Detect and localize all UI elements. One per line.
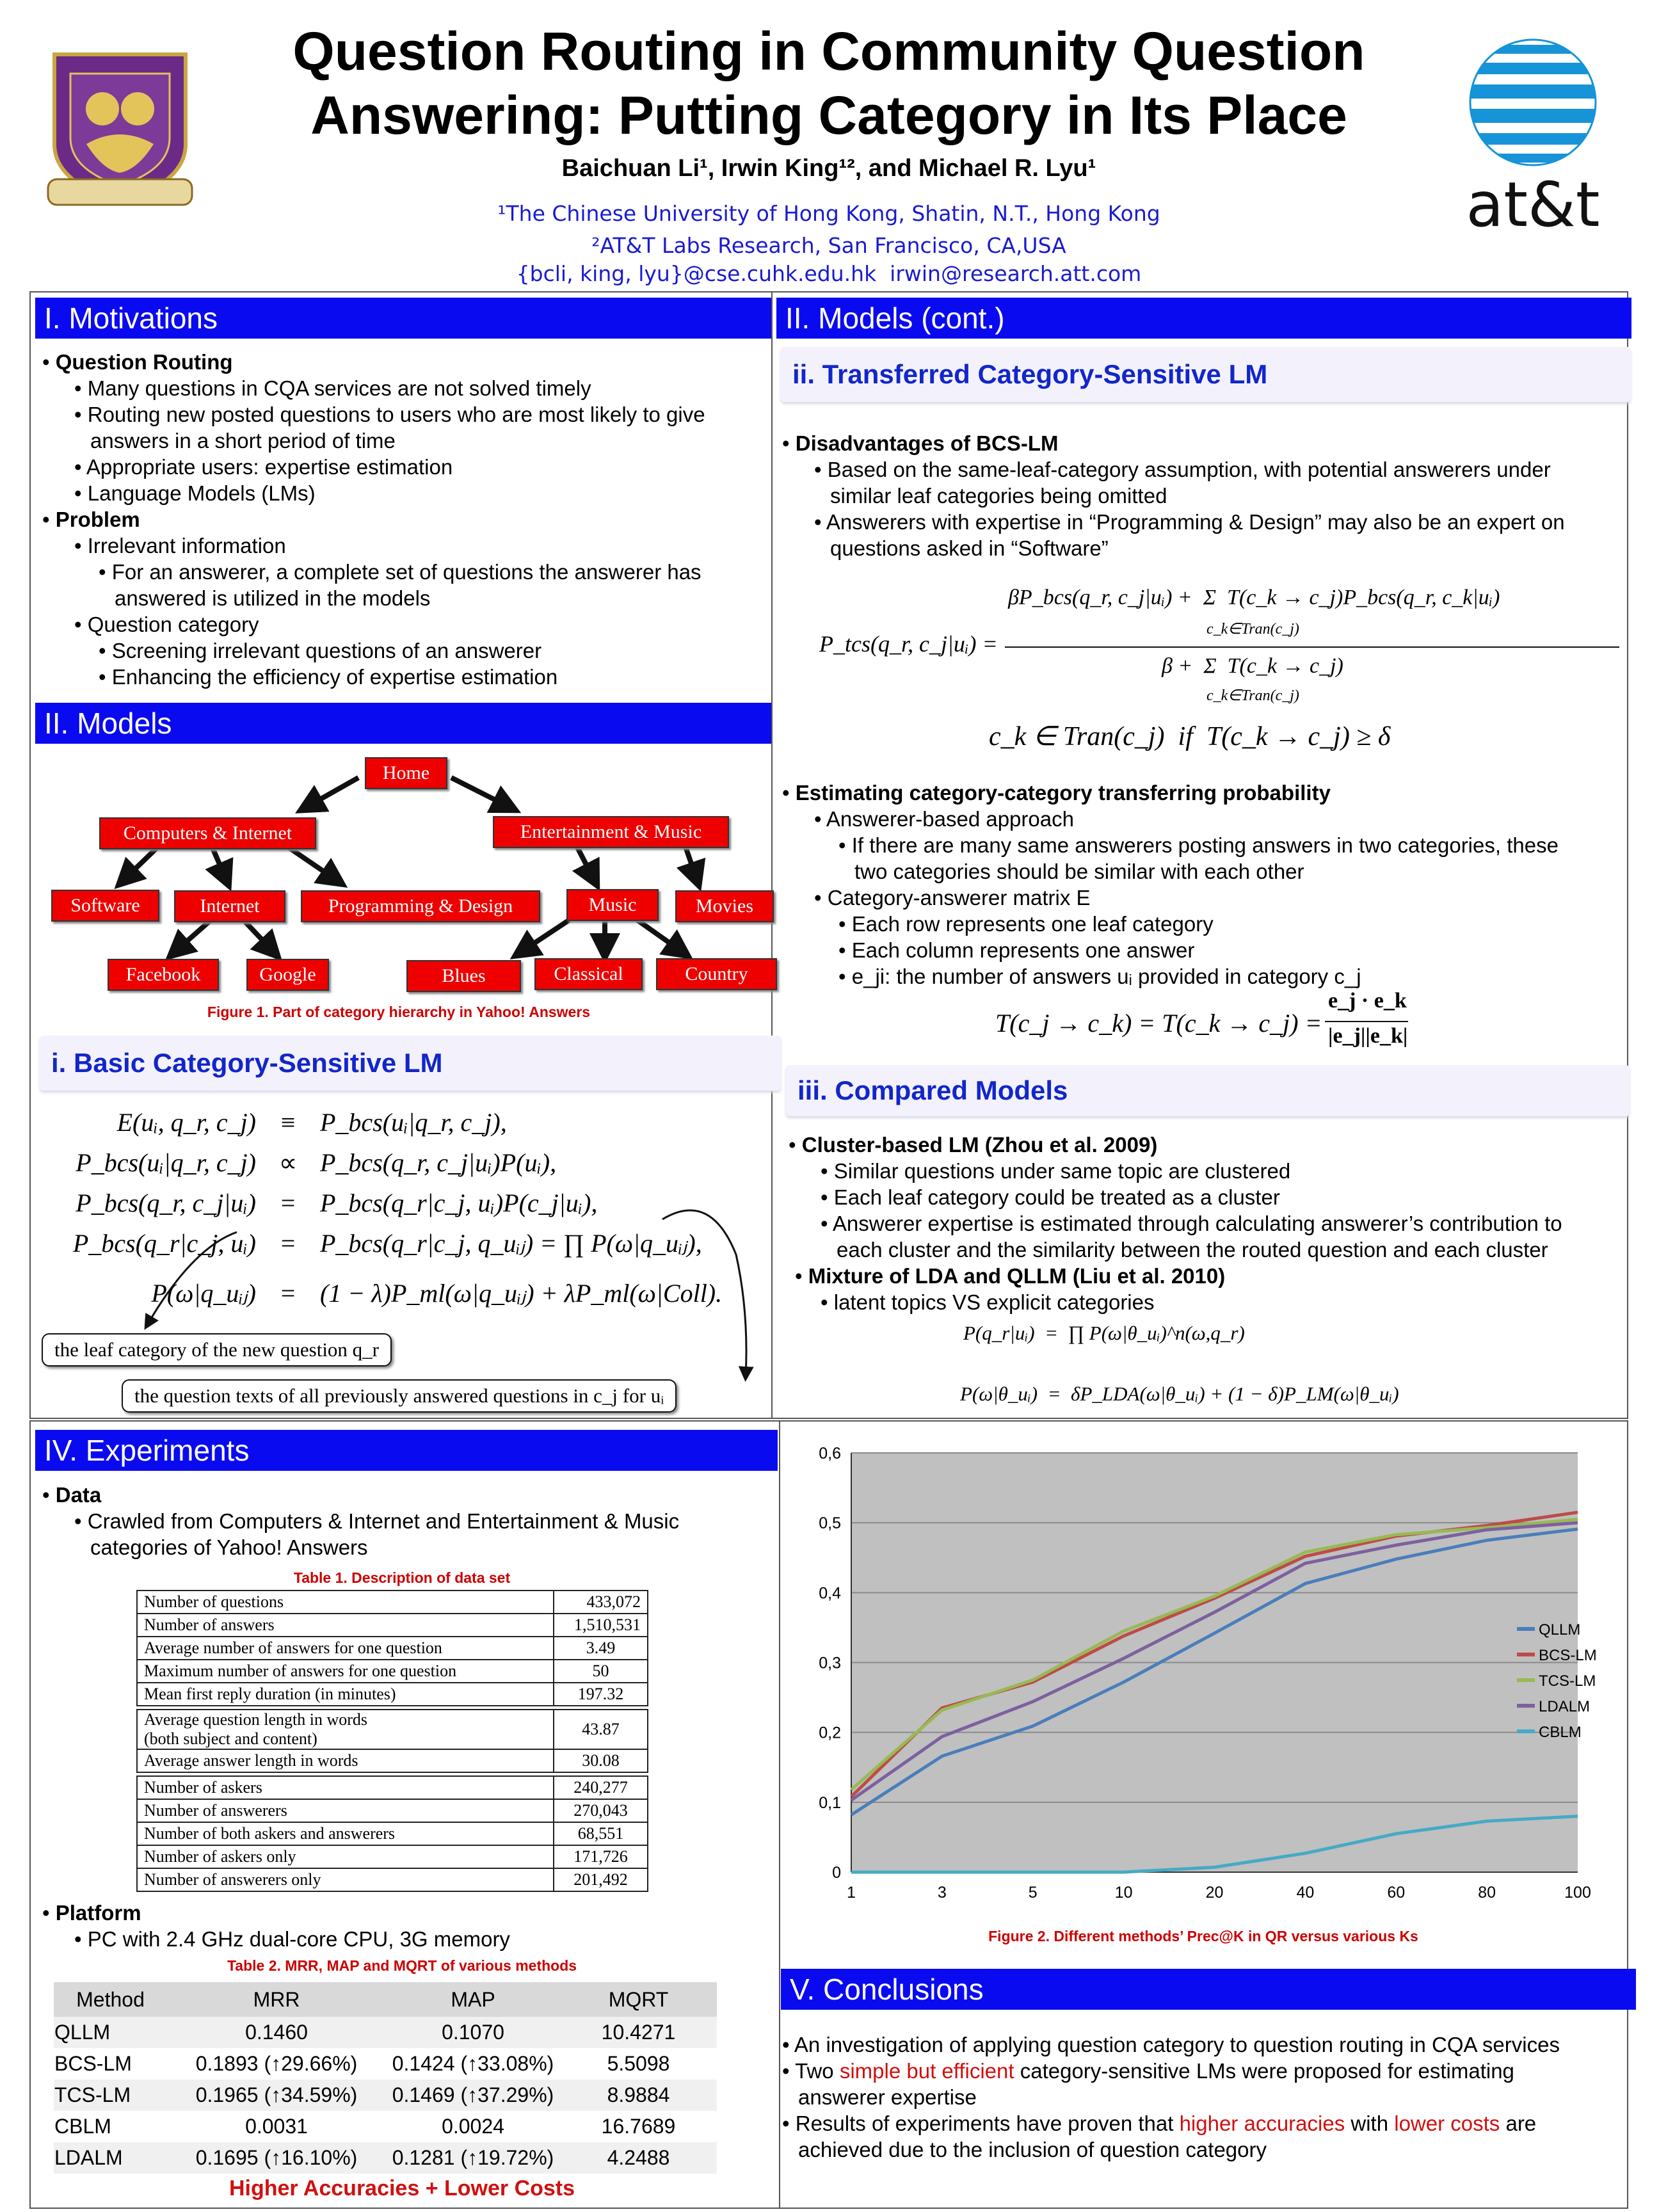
transfer-line: two categories should be similar with each other xyxy=(854,860,1304,883)
legend-label: QLLM xyxy=(1539,1621,1581,1639)
eq-lhs: P_bcs(q_r|c_j, uᵢ) xyxy=(72,1229,256,1258)
table-row xyxy=(54,2111,717,2142)
table-cell: 50 xyxy=(554,1660,648,1683)
eq-rhs: P_bcs(q_r, c_j|uᵢ)P(uᵢ), xyxy=(320,1148,557,1177)
table-row xyxy=(54,2080,717,2111)
motivation-line: Language Models (LMs) xyxy=(87,481,316,505)
table-cell: 16.7689 xyxy=(601,2115,676,2138)
table-cell: 5.5098 xyxy=(607,2052,670,2075)
motivation-line: Enhancing the efficiency of expertise estimation xyxy=(111,665,558,689)
table-1-caption: Table 1. Description of data set xyxy=(293,1569,511,1586)
table-row xyxy=(137,1614,648,1637)
transfer-line: Category-answerer matrix E xyxy=(827,886,1091,910)
data-label: Data xyxy=(55,1483,102,1507)
motivation-line: Problem xyxy=(55,508,140,531)
table-cell: 197.32 xyxy=(554,1683,648,1706)
bottom-column-divider xyxy=(779,1420,780,2209)
table-row xyxy=(137,1591,648,1614)
conclusion-highlight: higher accuracies xyxy=(1179,2112,1345,2135)
tree-node-music: Music xyxy=(566,889,659,921)
tcs-eq-sub-1: c_k∈Tran(c_j) xyxy=(1206,621,1299,637)
conclusion-text: Results of experiments have proven that xyxy=(795,2112,1180,2135)
prec-at-k-line-chart xyxy=(784,1424,1623,1911)
eq-lhs: E(uᵢ, q_r, c_j) xyxy=(116,1108,256,1137)
transfer-eq-den: |e_j||e_k| xyxy=(1328,1024,1408,1048)
x-tick-label: 60 xyxy=(1387,1884,1406,1902)
affiliation-2: ²AT&T Labs Research, San Francisco, CA,USA xyxy=(591,233,1066,258)
x-tick-label: 5 xyxy=(1028,1884,1038,1902)
eq-rhs: (1 − λ)P_ml(ω|q_uᵢⱼ) + λP_ml(ω|Coll). xyxy=(320,1279,723,1308)
x-tick-label: 10 xyxy=(1114,1884,1133,1902)
eq-op: = xyxy=(280,1229,296,1258)
transfer-eq-num: e_j · e_k xyxy=(1328,989,1407,1013)
tcs-line: similar leaf categories being omitted xyxy=(830,484,1167,508)
table-cell: 0.1460 xyxy=(167,2017,386,2048)
eq-op: ∝ xyxy=(278,1148,298,1177)
table-cell: Mean first reply duration (in minutes) xyxy=(137,1683,554,1706)
transfer-line: Estimating category-category transferring probability xyxy=(795,781,1331,805)
table-header-row xyxy=(54,1982,717,2017)
tcs-eq-lhs: P_tcs(q_r, c_j|uᵢ) = xyxy=(819,631,998,657)
compared-line: latent topics VS explicit categories xyxy=(833,1290,1155,1314)
compared-list: • Cluster-based LM (Zhou et al. 2009) • Similar questions under same topic are clustered • Each leaf category could be treated as a cluster • Answerer expertise is estimated through calculating answerer’s contribution to each cluster and the similarity between the routed question and each cluster • Mixture of LDA and QLLM (Liu et al. 2010) • latent topics VS explicit categories xyxy=(789,1133,1562,1314)
conclusion-text: category-sensitive LMs were proposed for estimating xyxy=(1014,2059,1514,2083)
att-globe-icon xyxy=(1453,38,1613,166)
conclusion-highlight: simple but efficient xyxy=(839,2059,1014,2083)
transfer-line: e_ji: the number of answers uᵢ provided in category c_j xyxy=(851,965,1361,988)
table-row xyxy=(137,1683,648,1706)
table-row xyxy=(137,1637,648,1660)
table-cell: 4.2488 xyxy=(560,2142,717,2174)
motivation-line: For an answerer, a complete set of questions the answerer has xyxy=(111,560,701,584)
tcs-eq-numerator: βP_bcs(q_r, c_j|uᵢ) + Σ T(c_k → c_j)P_bcs(q_r, c_k|uᵢ) xyxy=(1008,586,1500,609)
table-cell: 8.9884 xyxy=(560,2080,717,2111)
x-tick-label: 40 xyxy=(1296,1884,1315,1902)
compared-eq-2: P(ω|θ_uᵢ) = δP_LDA(ω|θ_uᵢ) + (1 − δ)P_LM(ω|θ_uᵢ) xyxy=(960,1382,1399,1405)
table-cell: Average number of answers for one question xyxy=(137,1637,554,1660)
experiments-header: IV. Experiments xyxy=(35,1430,778,1471)
x-tick-label: 100 xyxy=(1564,1884,1591,1902)
tree-node-internet: Internet xyxy=(174,890,285,922)
conclusions-header: V. Conclusions xyxy=(781,1969,1636,2010)
compared-line: Cluster-based LM (Zhou et al. 2009) xyxy=(801,1133,1158,1157)
table-row xyxy=(137,1749,648,1772)
x-tick-label: 3 xyxy=(937,1884,947,1902)
table-row xyxy=(54,2142,717,2174)
tcs-equation xyxy=(813,576,1619,710)
table-cell: 0.1695 (↑16.10%) xyxy=(167,2142,386,2174)
legend-label: TCS-LM xyxy=(1539,1672,1596,1690)
y-tick-label: 0,4 xyxy=(819,1584,841,1603)
conclusion-text: achieved due to the inclusion of question category xyxy=(798,2138,1267,2161)
table-cell: CBLM xyxy=(54,2115,111,2138)
motivation-line: Many questions in CQA services are not solved timely xyxy=(87,376,591,400)
tree-node-country: Country xyxy=(656,958,777,990)
tree-node-software: Software xyxy=(51,890,159,922)
figure-1-caption: Figure 1. Part of category hierarchy in Yahoo! Answers xyxy=(207,1004,591,1020)
tcs-line: Answerers with expertise in “Programming & Design” may also be an expert on xyxy=(826,510,1565,534)
eq-op: = xyxy=(280,1279,296,1308)
emails: {bcli, king, lyu}@cse.cuhk.edu.hk irwin@research.att.com xyxy=(516,261,1142,286)
tcs-eq-sub-2: c_k∈Tran(c_j) xyxy=(1206,687,1299,704)
table-row xyxy=(137,1710,648,1749)
table-row xyxy=(137,1776,648,1799)
motivation-line: answered is utilized in the models xyxy=(115,586,431,610)
authors: Baichuan Li¹, Irwin King¹², and Michael R. Lyu¹ xyxy=(561,155,1096,182)
tcs-line: Disadvantages of BCS-LM xyxy=(795,431,1059,455)
table-cell: Number of both askers and answerers xyxy=(137,1822,554,1845)
eq-op: = xyxy=(280,1189,296,1217)
y-tick-label: 0,3 xyxy=(819,1654,841,1672)
tree-node-classical: Classical xyxy=(534,958,643,990)
table-cell: 0.1424 (↑33.08%) xyxy=(392,2052,554,2075)
motivation-line: Screening irrelevant questions of an answerer xyxy=(111,639,542,662)
transfer-line: Each row represents one leaf category xyxy=(851,912,1214,936)
table-cell: Number of questions xyxy=(137,1591,554,1614)
conclusion-text: are xyxy=(1500,2112,1537,2135)
conclusion-text: answerer expertise xyxy=(798,2085,977,2109)
platform-label: Platform xyxy=(55,1901,141,1925)
table-cell: Number of answers xyxy=(137,1614,554,1637)
conclusion-text: with xyxy=(1345,2112,1395,2135)
table-cell: 240,277 xyxy=(554,1776,648,1799)
table-2 xyxy=(54,1982,717,2174)
transfer-fraction-bar xyxy=(1325,1021,1408,1022)
table-cell: 433,072 xyxy=(554,1591,648,1614)
transfer-eq-lhs: T(c_j → c_k) = T(c_k → c_j) = xyxy=(995,1009,1322,1038)
table-cell: Maximum number of answers for one question xyxy=(137,1660,554,1683)
table-1 xyxy=(136,1590,648,1892)
eq-op: ≡ xyxy=(280,1108,296,1137)
table-cell: Average question length in words (both subject and content) xyxy=(137,1710,554,1749)
compared-line: Similar questions under same topic are clustered xyxy=(833,1159,1291,1183)
table-cell: 0.1469 (↑37.29%) xyxy=(386,2080,560,2111)
table-row xyxy=(54,2017,717,2048)
callout-arrows xyxy=(0,0,774,1408)
table-cell: 43.87 xyxy=(554,1710,648,1749)
motivation-line: answers in a short period of time xyxy=(90,429,396,453)
callout-question-texts: the question texts of all previously answered questions in c_j for uᵢ xyxy=(122,1379,677,1413)
table-cell: BCS-LM xyxy=(54,2052,132,2075)
motivation-line: Question category xyxy=(87,613,259,636)
table-cell: 1,510,531 xyxy=(554,1614,648,1637)
table-cell: 0.1893 (↑29.66%) xyxy=(195,2052,358,2075)
table-header: Method xyxy=(54,1982,167,2017)
table-1-group-2 xyxy=(136,1709,648,1773)
motivations-list: • Question Routing • Many questions in CQA services are not solved timely • Routing new posted questions to users who are most likely to give answers in a short period of time • Appropriate users: expertise estimation • Language Models (LMs) • Problem • Irrelevant information • For an answerer, a complete set of questions the answerer has answered is utilized in the models • Question category • Screening irrelevant questions of an answerer • Enhancing the efficiency of expertise estimation xyxy=(42,350,705,689)
tree-node-facebook: Facebook xyxy=(108,959,219,991)
x-tick-label: 20 xyxy=(1205,1884,1224,1902)
y-tick-label: 0,1 xyxy=(819,1793,841,1812)
eq-rhs: P_bcs(q_r|c_j, q_uᵢⱼ) = ∏ P(ω|q_uᵢⱼ), xyxy=(320,1229,702,1258)
table-cell: 10.4271 xyxy=(560,2017,717,2048)
table-header: MQRT xyxy=(560,1982,717,2017)
motivations-header: I. Motivations xyxy=(35,298,771,339)
y-tick-label: 0,5 xyxy=(819,1514,841,1533)
table-cell: 0.0031 xyxy=(245,2115,308,2138)
table-cell: 201,492 xyxy=(554,1868,648,1891)
figure-2-caption: Figure 2. Different methods’ Prec@K in QR versus various Ks xyxy=(988,1928,1418,1944)
table-cell: 0.0024 xyxy=(442,2115,504,2138)
table-row xyxy=(137,1799,648,1822)
compared-line: Answerer expertise is estimated through calculating answerer’s contribution to xyxy=(832,1212,1562,1235)
x-tick-label: 1 xyxy=(847,1884,856,1902)
compared-eq-1: P(q_r|uᵢ) = ∏ P(ω|θ_uᵢ)^n(ω,q_r) xyxy=(963,1322,1245,1344)
table-cell: LDALM xyxy=(54,2142,167,2174)
tcs-fraction-bar xyxy=(1005,646,1619,648)
y-tick-label: 0,2 xyxy=(819,1724,841,1742)
table-cell: 68,551 xyxy=(554,1822,648,1845)
table-row xyxy=(137,1822,648,1845)
table-cell: 171,726 xyxy=(554,1845,648,1868)
eq-lhs: P_bcs(uᵢ|q_r, c_j) xyxy=(76,1148,256,1177)
tree-node-programming-design: Programming & Design xyxy=(301,890,540,922)
data-line-2: categories of Yahoo! Answers xyxy=(90,1535,368,1559)
transfer-line: Answerer-based approach xyxy=(826,807,1074,831)
tree-node-computers-internet: Computers & Internet xyxy=(99,817,316,849)
table-cell: 0.1070 xyxy=(386,2017,560,2048)
table-cell: Number of answerers only xyxy=(137,1868,554,1891)
table-cell: 30.08 xyxy=(554,1749,648,1772)
att-wordmark: at&t xyxy=(1466,169,1600,241)
title-line-2: Answering: Putting Category in Its Place xyxy=(310,85,1347,145)
tree-node-google: Google xyxy=(246,959,329,991)
table-row xyxy=(137,1660,648,1683)
tree-node-home: Home xyxy=(365,757,447,789)
table-cell: Number of askers xyxy=(137,1776,554,1799)
motivation-line: Irrelevant information xyxy=(87,534,286,557)
table-cell: Average answer length in words xyxy=(137,1749,554,1772)
tcs-line: questions asked in “Software” xyxy=(830,536,1109,560)
conclusion-highlight: lower costs xyxy=(1394,2112,1500,2135)
table-header: MAP xyxy=(386,1982,560,2017)
table-cell: Number of askers only xyxy=(137,1845,554,1868)
tcs-lm-header: ii. Transferred Category-Sensitive LM xyxy=(781,347,1631,402)
compared-line: Each leaf category could be treated as a cluster xyxy=(833,1185,1280,1209)
y-tick-label: 0 xyxy=(832,1864,841,1882)
table-cell: 3.49 xyxy=(554,1637,648,1660)
tree-node-blues: Blues xyxy=(406,960,521,992)
table-1-group-3 xyxy=(136,1775,648,1892)
conclusion-line: An investigation of applying question category to question routing in CQA services xyxy=(794,2033,1560,2056)
legend-label: LDALM xyxy=(1539,1698,1591,1715)
callout-leaf-category: the leaf category of the new question q_r xyxy=(42,1333,392,1366)
compared-models-header: iii. Compared Models xyxy=(786,1065,1630,1116)
tree-node-entertainment-music: Entertainment & Music xyxy=(493,816,729,848)
motivation-line: Routing new posted questions to users who are most likely to give xyxy=(87,403,705,426)
tcs-line: Based on the same-leaf-category assumption, with potential answerers under xyxy=(827,458,1551,481)
table-cell: 0.1965 (↑34.59%) xyxy=(167,2080,386,2111)
att-logo xyxy=(1453,38,1613,243)
table-row xyxy=(137,1868,648,1891)
table-cell: 0.1281 (↑19.72%) xyxy=(386,2142,560,2174)
table-2-caption: Table 2. MRR, MAP and MQRT of various methods xyxy=(227,1957,577,1974)
table-cell: TCS-LM xyxy=(54,2080,167,2111)
tcs-list: • Disadvantages of BCS-LM • Based on the same-leaf-category assumption, with potential answerers under similar leaf categories being omitted • Answerers with expertise in “Programming & Design” may also be an expert on questions asked in “Software” xyxy=(782,431,1565,560)
transfer-line: Each column represents one answer xyxy=(851,938,1195,962)
eq-rhs: P_bcs(uᵢ|q_r, c_j), xyxy=(320,1108,507,1137)
table-cell: QLLM xyxy=(54,2017,167,2048)
table-header: MRR xyxy=(167,1982,386,2017)
eq-lhs: P(ω|q_uᵢⱼ) xyxy=(151,1279,256,1308)
motivation-line: Appropriate users: expertise estimation xyxy=(86,455,453,479)
transfer-list: • Estimating category-category transferring probability • Answerer-based approach • If there are many same answerers posting answers in two categories, these two categories should be similar with each other • Category-answerer matrix E • Each row represents one leaf category • Each column represents one answer • e_ji: the number of answers uᵢ provided in category c_j xyxy=(782,781,1559,988)
motivation-line: Question Routing xyxy=(55,350,233,374)
tcs-eq-denominator: β + Σ T(c_k → c_j) xyxy=(1162,654,1343,678)
eq-rhs: P_bcs(q_r|c_j, uᵢ)P(c_j|uᵢ), xyxy=(320,1189,598,1217)
conclusion-text: Two xyxy=(795,2059,840,2083)
transfer-prob-equation xyxy=(995,989,1443,1059)
x-tick-label: 80 xyxy=(1478,1884,1496,1902)
models-header: II. Models xyxy=(35,703,771,744)
tran-equation: c_k ∈ Tran(c_j) if T(c_k → c_j) ≥ δ xyxy=(989,722,1391,751)
platform-line: PC with 2.4 GHz dual-core CPU, 3G memory xyxy=(87,1927,510,1951)
compared-line: Mixture of LDA and QLLM (Liu et al. 2010) xyxy=(808,1264,1226,1288)
data-section: • Data • Crawled from Computers & Internet and Entertainment & Music categories of Yahoo! Answers xyxy=(42,1483,680,1559)
title-line-1: Question Routing in Community Question xyxy=(293,21,1365,81)
basic-cs-lm-header: i. Basic Category-Sensitive LM xyxy=(40,1036,781,1091)
table-cell: Number of answerers xyxy=(137,1799,554,1822)
table-row xyxy=(54,2048,717,2080)
affiliation-1: ¹The Chinese University of Hong Kong, Shatin, N.T., Hong Kong xyxy=(497,201,1160,226)
transfer-line: If there are many same answerers posting answers in two categories, these xyxy=(851,833,1559,857)
legend-label: CBLM xyxy=(1539,1724,1582,1741)
legend-label: BCS-LM xyxy=(1539,1647,1597,1664)
conclusions-list: • An investigation of applying question category to question routing in CQA services • Two simple but efficient category-sensitive LMs were proposed for estimating answerer expertise • Results of experiments have proven that higher accuracies with lower costs are achieved due to the inclusion of question category xyxy=(782,2033,1560,2161)
table-1-group-1 xyxy=(136,1590,648,1706)
models-cont-header: II. Models (cont.) xyxy=(776,298,1631,339)
table-cell: 270,043 xyxy=(554,1799,648,1822)
data-line-1: Crawled from Computers & Internet and Entertainment & Music xyxy=(87,1509,680,1533)
tree-node-movies: Movies xyxy=(675,890,774,922)
y-tick-label: 0,6 xyxy=(819,1445,841,1463)
table-row xyxy=(137,1845,648,1868)
tagline: Higher Accuracies + Lower Costs xyxy=(228,2176,575,2200)
platform-section: • Platform • PC with 2.4 GHz dual-core CPU, 3G memory xyxy=(42,1901,510,1951)
eq-lhs: P_bcs(q_r, c_j|uᵢ) xyxy=(76,1189,256,1217)
compared-line: each cluster and the similarity between the routed question and each cluster xyxy=(837,1238,1548,1262)
